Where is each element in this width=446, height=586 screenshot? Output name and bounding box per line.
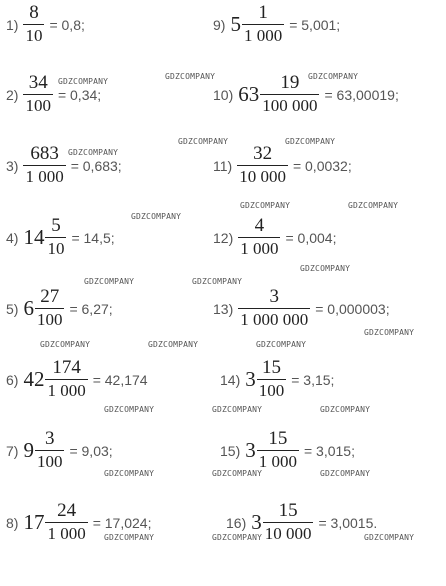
- decimal-result: = 3,0015.: [318, 514, 378, 531]
- numerator: 19: [280, 72, 300, 93]
- denominator: 1 000: [258, 452, 297, 471]
- decimal-result: = 3,015;: [303, 442, 355, 459]
- numerator: 174: [52, 357, 81, 378]
- fraction: [45, 215, 66, 260]
- fraction: [238, 215, 280, 260]
- numerator: 8: [29, 2, 39, 23]
- numerator: 3: [269, 286, 279, 307]
- exercise-number: 2): [6, 86, 19, 103]
- watermark: GDZCOMPANY: [192, 277, 243, 286]
- fraction: [257, 428, 299, 473]
- numerator: 32: [253, 143, 273, 164]
- numerator: 15: [278, 500, 298, 521]
- exercise-9: [213, 2, 340, 47]
- watermark: GDZCOMPANY: [84, 277, 135, 286]
- whole-part: 3: [251, 510, 262, 534]
- whole-part: 5: [230, 12, 241, 36]
- decimal-result: = 9,03;: [69, 442, 113, 459]
- numerator: 5: [51, 215, 61, 236]
- decimal-result: = 0,8;: [49, 16, 85, 33]
- watermark: GDZCOMPANY: [104, 533, 155, 542]
- exercise-5: [6, 286, 113, 331]
- exercise-number: 10): [213, 86, 234, 103]
- decimal-result: = 17,024;: [92, 514, 152, 531]
- watermark: GDZCOMPANY: [58, 77, 109, 86]
- watermark: GDZCOMPANY: [178, 137, 229, 146]
- fraction: [263, 500, 314, 545]
- decimal-result: = 5,001;: [289, 16, 341, 33]
- fraction: [45, 357, 87, 402]
- decimal-result: = 0,34;: [57, 86, 102, 103]
- watermark: GDZCOMPANY: [68, 148, 119, 157]
- numerator: 4: [254, 215, 265, 236]
- exercise-number: 12): [213, 229, 234, 246]
- numerator: 15: [261, 357, 281, 378]
- watermark: GDZCOMPANY: [256, 340, 307, 349]
- exercise-number: 13): [213, 300, 234, 317]
- denominator: 10 000: [239, 167, 286, 186]
- whole-part: 14: [23, 225, 45, 249]
- watermark: GDZCOMPANY: [364, 533, 415, 542]
- exercise-number: 8): [6, 514, 19, 531]
- exercise-number: 9): [213, 16, 226, 33]
- numerator: 3: [44, 428, 55, 449]
- decimal-result: = 14,5;: [71, 229, 115, 246]
- exercise-number: 16): [226, 514, 247, 531]
- fraction: [238, 286, 310, 331]
- numerator: 24: [57, 500, 77, 521]
- whole-part: 3: [245, 438, 256, 462]
- fraction: [35, 428, 65, 473]
- exercise-number: 6): [6, 371, 19, 388]
- watermark: GDZCOMPANY: [131, 212, 182, 221]
- numerator: 683: [30, 143, 59, 164]
- exercise-number: 15): [220, 442, 241, 459]
- denominator: 1 000: [243, 26, 283, 45]
- denominator: 100: [258, 381, 285, 400]
- exercise-number: 7): [6, 442, 19, 459]
- whole-part: 42: [23, 367, 45, 391]
- decimal-result: = 63,00019;: [324, 86, 399, 103]
- watermark: GDZCOMPANY: [308, 72, 359, 81]
- exercise-12: [213, 215, 336, 260]
- exercise-number: 14): [220, 371, 241, 388]
- watermark: GDZCOMPANY: [104, 469, 155, 478]
- whole-part: 9: [23, 438, 34, 462]
- denominator: 1 000: [47, 524, 86, 543]
- decimal-result: = 3,15;: [291, 371, 335, 388]
- whole-part: 17: [23, 510, 45, 534]
- watermark: GDZCOMPANY: [320, 405, 371, 414]
- denominator: 10: [25, 26, 43, 45]
- exercise-1: [6, 2, 85, 47]
- numerator: 1: [258, 2, 268, 23]
- denominator: 1 000: [25, 167, 64, 186]
- denominator: 100: [36, 452, 63, 471]
- whole-part: 63: [238, 82, 260, 106]
- fraction: [45, 500, 87, 545]
- exercise-14: [220, 357, 334, 402]
- watermark: GDZCOMPANY: [212, 469, 263, 478]
- decimal-result: = 0,004;: [285, 229, 337, 246]
- watermark: GDZCOMPANY: [300, 264, 351, 273]
- watermark: GDZCOMPANY: [348, 201, 399, 210]
- whole-part: 3: [245, 367, 256, 391]
- denominator: 1 000: [47, 381, 86, 400]
- decimal-result: = 42,174: [92, 371, 148, 388]
- denominator: 100: [25, 96, 51, 115]
- denominator: 100 000: [262, 96, 318, 115]
- denominator: 10: [47, 239, 65, 258]
- exercise-number: 1): [6, 16, 19, 33]
- numerator: 34: [28, 72, 48, 93]
- exercise-11: [213, 143, 352, 188]
- fraction: [35, 286, 65, 331]
- fraction: [237, 143, 288, 188]
- numerator: 27: [40, 286, 60, 307]
- denominator: 100: [36, 310, 63, 329]
- whole-part: 6: [23, 296, 34, 320]
- watermark: GDZCOMPANY: [212, 533, 263, 542]
- decimal-result: = 0,683;: [70, 157, 122, 174]
- watermark: GDZCOMPANY: [240, 201, 291, 210]
- exercise-6: [6, 357, 148, 402]
- watermark: GDZCOMPANY: [320, 469, 371, 478]
- denominator: 1 000: [240, 239, 279, 258]
- watermark: GDZCOMPANY: [212, 405, 263, 414]
- fraction: [23, 72, 53, 117]
- fraction: [23, 2, 44, 47]
- watermark: GDZCOMPANY: [364, 328, 415, 337]
- exercise-number: 11): [213, 157, 233, 174]
- denominator: 1 000 000: [240, 310, 309, 329]
- watermark: GDZCOMPANY: [165, 72, 216, 81]
- watermark: GDZCOMPANY: [104, 405, 155, 414]
- exercise-number: 5): [6, 300, 19, 317]
- watermark: GDZCOMPANY: [40, 340, 91, 349]
- exercise-13: [213, 286, 390, 331]
- watermark: GDZCOMPANY: [148, 340, 199, 349]
- fraction: [23, 143, 65, 188]
- decimal-result: = 0,000003;: [315, 300, 390, 317]
- fraction: [242, 2, 284, 47]
- watermark: GDZCOMPANY: [285, 137, 336, 146]
- exercise-number: 4): [6, 229, 19, 246]
- decimal-result: = 6,27;: [69, 300, 113, 317]
- numerator: 15: [268, 428, 288, 449]
- exercise-number: 3): [6, 157, 19, 174]
- exercise-15: [220, 428, 355, 473]
- exercise-7: [6, 428, 113, 473]
- exercise-4: [6, 215, 115, 260]
- denominator: 10 000: [264, 524, 312, 543]
- fraction: [257, 357, 287, 402]
- exercise-10: [213, 72, 399, 117]
- decimal-result: = 0,0032;: [292, 157, 352, 174]
